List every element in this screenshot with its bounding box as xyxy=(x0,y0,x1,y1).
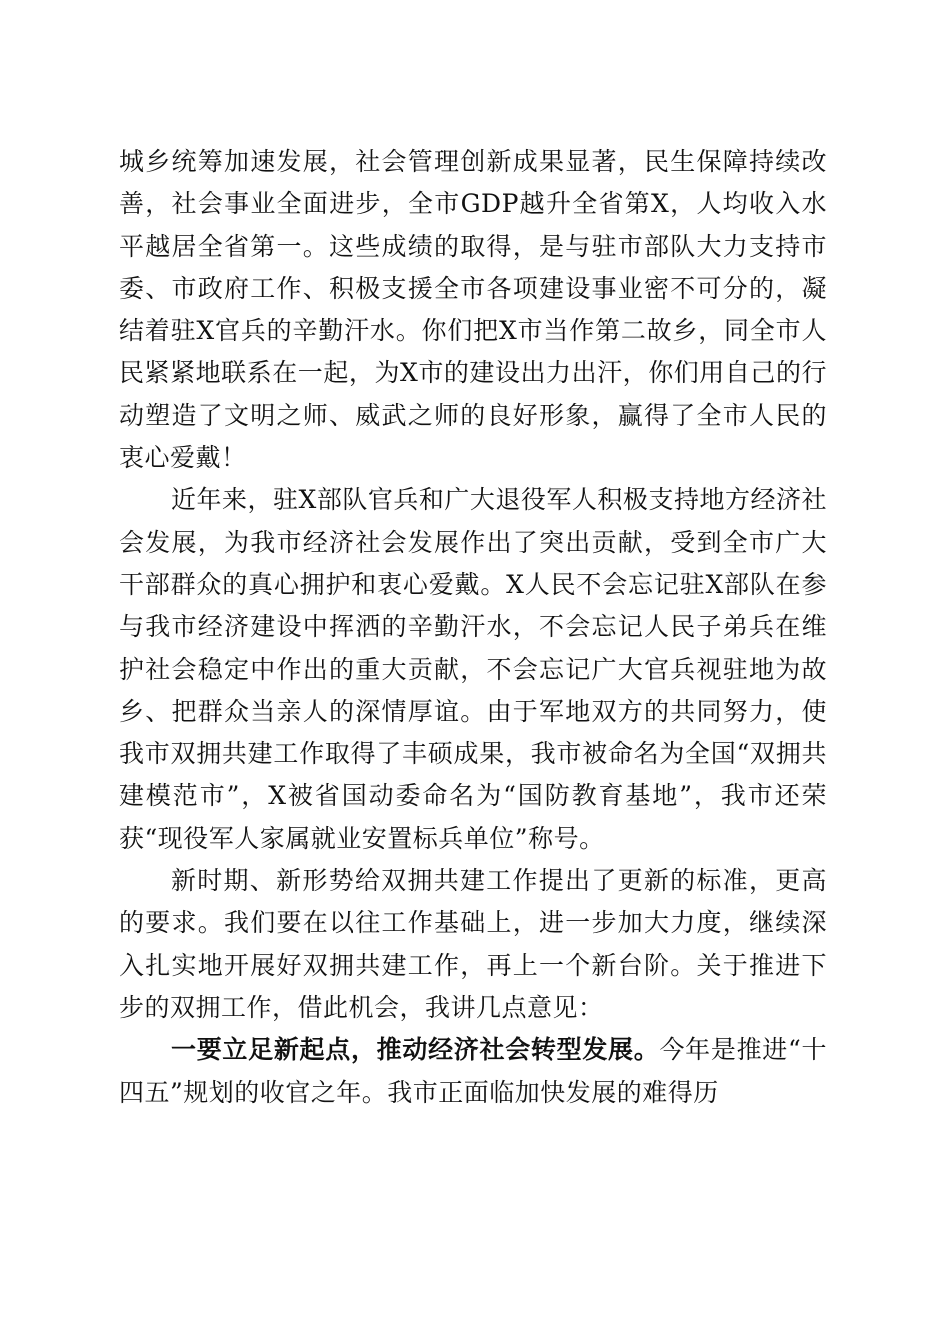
paragraph-continuation: 城乡统筹加速发展，社会管理创新成果显著，民生保障持续改善，社会事业全面进步，全市GDP越升全省第X，人均收入水平越居全省第一。这些成绩的取得，是与驻市部队大力支持市委、市政府工作、积极支援全市各项建设事业密不可分的，凝结着驻X官兵的辛勤汗水。你们把X市当作第二故乡，同全市人民紧紧地联系在一起，为X市的建设出力出汗，你们用自己的行动塑造了文明之师、威武之师的良好形象，赢得了全市人民的衷心爱戴！ xyxy=(119,147,827,473)
paragraph-new-requirements: 新时期、新形势给双拥共建工作提出了更新的标准，更高的要求。我们要在以往工作基础上，进一步加大力度，继续深入扎实地开展好双拥共建工作，再上一个新台阶。关于推进下步的双拥工作，借此机会，我讲几点意见： xyxy=(119,866,827,1022)
paragraph-support-contribution: 近年来，驻X部队官兵和广大退役军人积极支持地方经济社会发展，为我市经济社会发展作出了突出贡献，受到全市广大干部群众的真心拥护和衷心爱戴。X人民不会忘记驻X部队在参与我市经济建设中挥洒的辛勤汗水，不会忘记人民子弟兵在维护社会稳定中作出的重大贡献，不会忘记广大官兵视驻地为故乡、把群众当亲人的深情厚谊。由于军地双方的共同努力，使我市双拥共建工作取得了丰硕成果，我市被命名为全国“双拥共建模范市”，X被省国动委命名为“国防教育基地”，我市还荣获“现役军人家属就业安置标兵单位”称号。 xyxy=(119,485,827,853)
document-body xyxy=(119,141,827,1114)
point-one-heading: 一要立足新起点，推动经济社会转型发展。 xyxy=(171,1035,660,1065)
point-one-text: 今年是推进“十四五”规划的收官之年。我市正面临加快发展的难得历 xyxy=(119,1035,827,1107)
paragraph-point-one xyxy=(119,1029,827,1114)
